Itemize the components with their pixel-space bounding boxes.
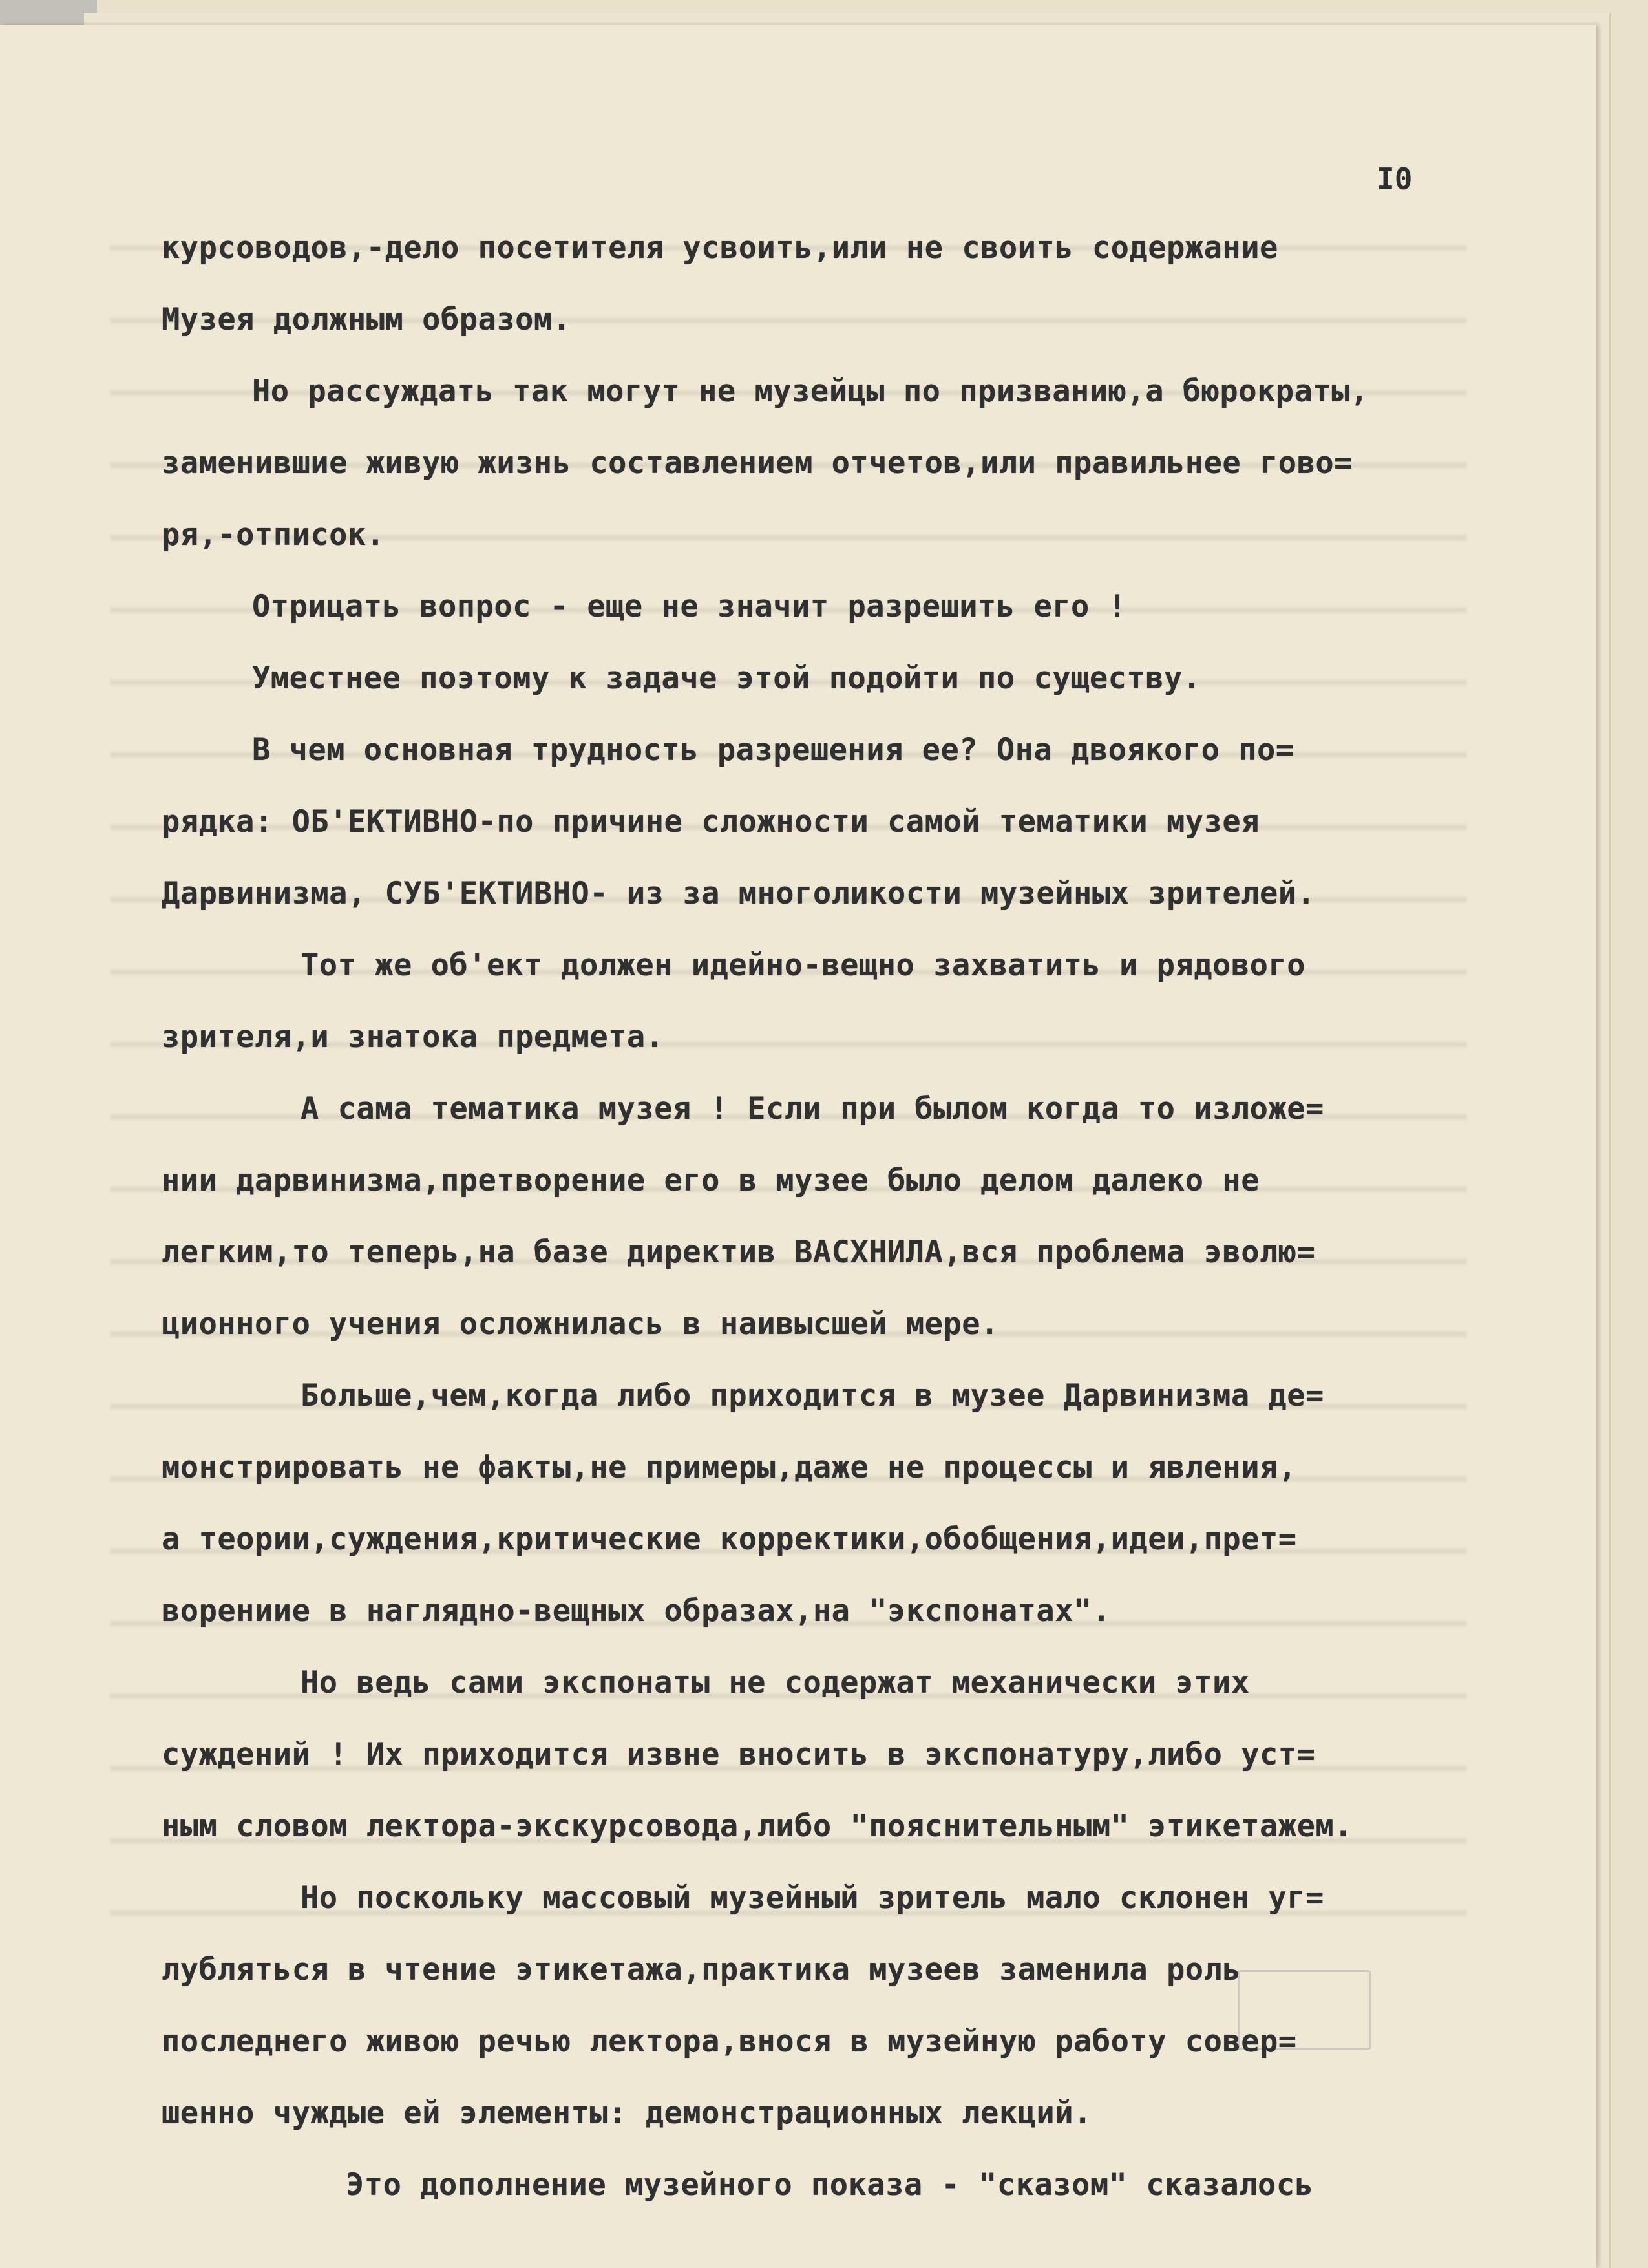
text-line: Уместнее поэтому к задаче этой подойти по существу. [252,661,1201,696]
text-line: ным словом лектора-экскурсовода,либо "пояснительным" этикетажем. [162,1808,1353,1844]
text-line: ря,-отписок. [162,517,385,553]
text-line: заменившие живую жизнь составлением отчетов,или правильнее гово= [162,445,1353,481]
page-number: I0 [1377,162,1413,196]
text-line: ворениие в наглядно-вещных образах,на "экспонатах". [162,1593,1111,1629]
text-line: курсоводов,-дело посетителя усвоить,или не своить содержание [162,230,1278,266]
text-line: Отрицать вопрос - еще не значит разрешить его ! [252,589,1127,624]
text-line: легким,то теперь,на базе директив ВАСХНИЛА,вся проблема эволю= [162,1235,1316,1270]
text-line: Но ведь сами экспонаты не содержат механически этих [301,1665,1250,1701]
text-line: ционного учения осложнилась в наивысшей мере. [162,1306,999,1342]
body-text [162,212,1532,2221]
text-line: суждений ! Их приходится извне вносить в экспонатуру,либо уст= [162,1737,1316,1772]
text-line: А сама тематика музея ! Если при былом когда то изложе= [301,1091,1324,1127]
text-line: нии дарвинизма,претворение его в музее было делом далеко не [162,1163,1260,1198]
text-line: монстрировать не факты,не примеры,даже не процессы и явления, [162,1450,1297,1485]
text-line: Дарвинизма, СУБ'ЕКТИВНО- из за многоликости музейных зрителей. [162,876,1316,911]
text-line: Но поскольку массовый музейный зритель мало склонен уг= [301,1880,1324,1916]
text-line: Тот же об'ект должен идейно-вещно захватить и рядового [301,948,1306,983]
text-line: В чем основная трудность разрешения ее? Она двоякого по= [252,732,1294,768]
text-line: а теории,суждения,критические корректики,обобщения,идеи,прет= [162,1521,1297,1557]
text-line: Но рассуждать так могут не музейцы по призванию,а бюрократы, [252,374,1369,409]
text-line: Музея должным образом. [162,302,571,337]
text-line: Больше,чем,когда либо приходится в музее Дарвинизма де= [301,1378,1324,1414]
text-line: зрителя,и знатока предмета. [162,1019,664,1055]
text-line: последнего живою речью лектора,внося в музейную работу совер= [162,2024,1297,2059]
text-line: рядка: ОБ'ЕКТИВНО-по причине сложности самой тематики музея [162,804,1260,840]
text-line: лубляться в чтение этикетажа,практика музеев заменила роль [162,1952,1241,1987]
text-line: Это дополнение музейного показа - "сказом" сказалось [346,2167,1314,2203]
text-line: шенно чуждые ей элементы: демонстрационных лекций. [162,2095,1092,2131]
